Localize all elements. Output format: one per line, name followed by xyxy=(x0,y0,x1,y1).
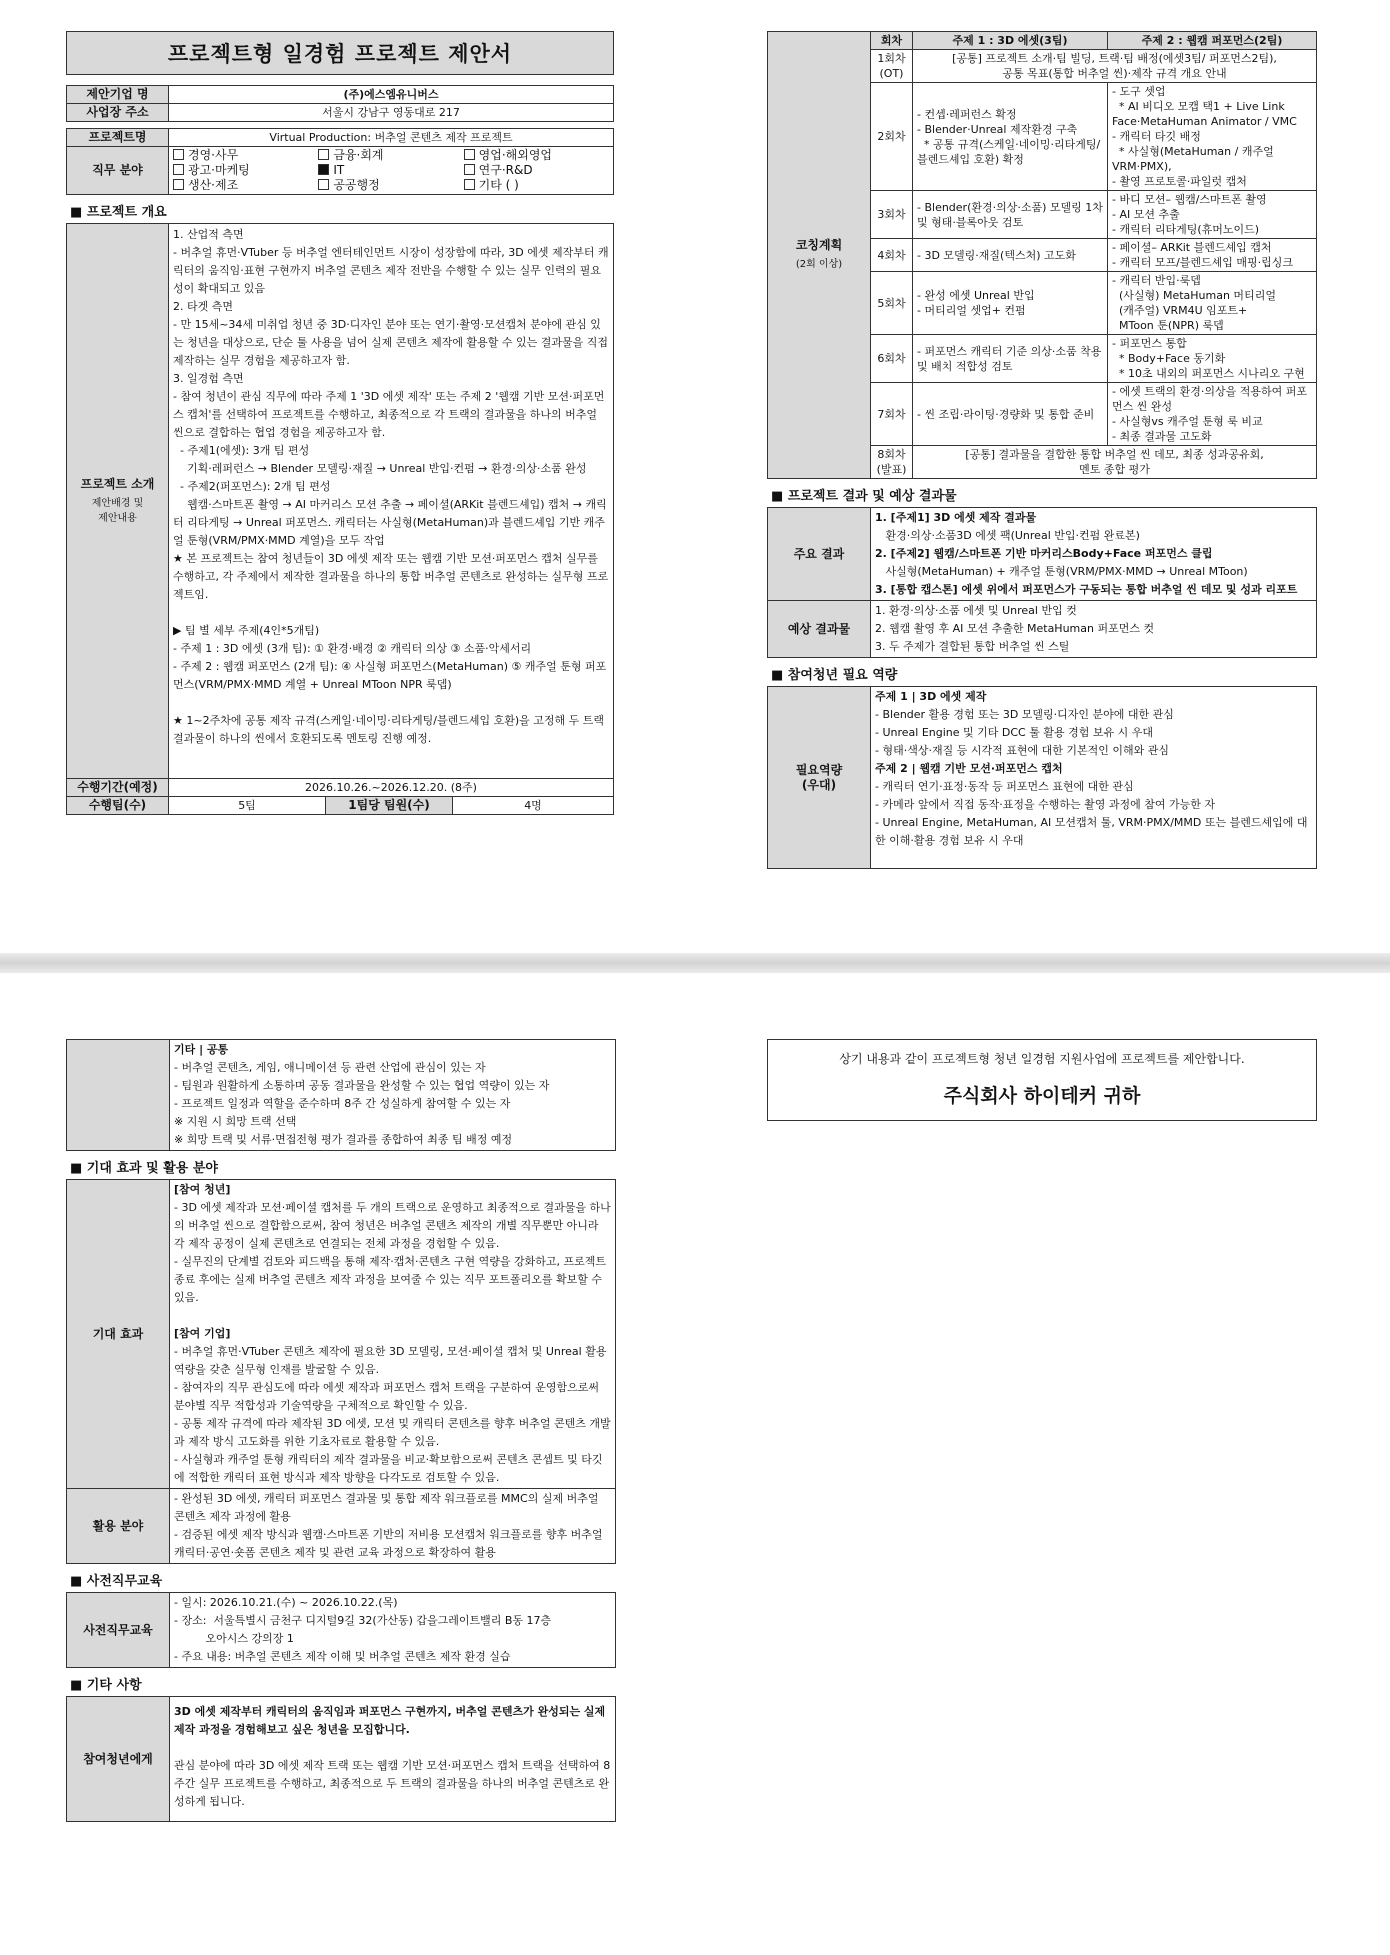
coaching-round: 5회차 xyxy=(871,272,913,335)
pretraining-item: - 주요 내용: 버추얼 콘텐츠 제작 이해 및 버추얼 콘텐츠 제작 환경 실습 xyxy=(174,1650,511,1663)
proposal-form-page2 xyxy=(66,1039,616,1822)
job-field-checklist xyxy=(173,148,609,193)
etc-paragraph-2: 관심 분야에 따라 3D 에셋 제작 트랙 또는 웹캠 기반 모션·퍼포먼스 캡처 트랙을 선택하여 8주간 실무 프로젝트를 수행하고, 최종적으로 두 트랙의 결과물을 하나의 버추얼 콘텐츠로 완성하게 됩니다. xyxy=(174,1759,611,1808)
checkbox-icon xyxy=(173,149,184,160)
overview-table xyxy=(66,223,614,815)
company-effect-item: - 사실형과 캐주얼 툰형 캐릭터의 제작 결과물을 비교·확보함으로써 콘텐츠 콘셉트 및 타깃에 적합한 캐릭터 표현 방식과 제작 방향을 다각도로 검토할 수 있음. xyxy=(174,1453,603,1484)
teams-value: 5팀 xyxy=(169,797,326,815)
proposal-form-right xyxy=(767,31,1317,869)
common-requirement-item: ※ 지원 시 희망 트랙 선택 xyxy=(174,1115,297,1128)
overview-line: 2. 타겟 측면 xyxy=(173,300,233,313)
job-field-option-label: 기타 ( ) xyxy=(478,178,519,192)
overview-line: - 주제2(퍼포먼스): 2개 팀 편성 xyxy=(173,480,331,493)
project-name-value: Virtual Production: 버추얼 콘텐츠 제작 프로젝트 xyxy=(169,129,614,147)
coaching-track2-content: - 퍼포먼스 통합 * Body+Face 동기화 * 10초 내외의 퍼포먼스 시나리오 구현 xyxy=(1108,335,1317,383)
competency-item: - Unreal Engine, MetaHuman, AI 모션캡처 툴, VRM·PMX/MMD 또는 블렌드셰입에 대한 이해·활용 경험 보유 시 우대 xyxy=(875,816,1308,847)
checkbox-icon xyxy=(318,164,329,175)
overview-line: - 버추얼 휴먼·VTuber 등 버추얼 엔터테인먼트 시장이 성장함에 따라, 3D 에셋 제작부터 캐릭터의 움직임·표현 구현까지 버추얼 콘텐츠 제작 전반을 수행할 수 있는 실무 인력의 필요성이 확대되고 있음 xyxy=(173,246,609,295)
job-field-option-label: 연구·R&D xyxy=(478,163,533,177)
competency-item: - 카메라 앞에서 직접 동작·표정을 수행하는 촬영 과정에 참여 가능한 자 xyxy=(875,798,1215,811)
proposal-form-main xyxy=(66,31,614,815)
main-result-title: 3. [통합 캡스톤] 에셋 위에서 퍼포먼스가 구동되는 통합 버추얼 씬 데모 및 성과 리포트 xyxy=(875,583,1298,596)
job-field-option-label: 공공행정 xyxy=(333,178,380,192)
competency-label: 필요역량 (우대) xyxy=(768,687,871,869)
overview-line: 웹캠·스마트폰 촬영 → AI 마커리스 모션 추출 → 페이셜(ARKit 블렌드셰입) 캡처 → 캐릭터 리타게팅 → Unreal 퍼포먼스. 캐릭터는 사실형(MetaHuman)과 블렌드셰입 기반 캐주얼 툰형(VRM/PMX·MMD 계열)을 모두 작업 xyxy=(173,498,607,547)
closing-statement: 상기 내용과 같이 프로젝트형 청년 일경험 지원사업에 프로젝트를 제안합니다. xyxy=(839,1052,1245,1066)
project-info-table xyxy=(66,128,614,195)
etc-paragraph-1: 3D 에셋 제작부터 캐릭터의 움직임과 퍼포먼스 구현까지, 버추얼 콘텐츠가 완성되는 실제 제작 과정을 경험해보고 싶은 청년을 모집합니다. xyxy=(174,1705,610,1736)
checkbox-icon xyxy=(173,164,184,175)
coaching-track1-content: - 완성 에셋 Unreal 반입 - 머티리얼 셋업+ 컨펌 xyxy=(913,272,1108,335)
track2-title: 주제 2 | 웹캠 기반 모션·퍼포먼스 캡처 xyxy=(875,762,1063,775)
overview-line: - 만 15세~34세 미취업 청년 중 3D·디자인 분야 또는 연기·촬영·모션캡처 분야에 관심 있는 청년을 대상으로, 단순 툴 사용을 넘어 실제 콘텐츠 제작에 활용할 수 있는 결과물을 직접 제작하는 실무 경험을 제공하고자 함. xyxy=(173,318,612,367)
overview-line: 기획·레퍼런스 → Blender 모델링·재질 → Unreal 반입·컨펌 → 환경·의상·소품 완성 xyxy=(173,462,587,475)
usage-item: - 검증된 에셋 제작 방식과 웹캠·스마트폰 기반의 저비용 모션캡처 워크플로를 향후 버추얼 캐릭터·공연·숏폼 콘텐츠 제작 및 관련 교육 과정으로 확장하여 활용 xyxy=(174,1528,606,1559)
company-label: 제안기업 명 xyxy=(67,86,169,104)
coaching-track1-content: - Blender(환경·의상·소품) 모델링 1차 및 형태·블록아웃 검토 xyxy=(913,191,1108,239)
page-separator xyxy=(0,953,1390,973)
overview-line: 3. 일경험 측면 xyxy=(173,372,244,385)
competency-item: - Unreal Engine 및 기타 DCC 툴 활용 경험 보유 시 우대 xyxy=(875,726,1153,739)
coaching-track2-content: - 바디 모션– 웹캠/스마트폰 촬영 - AI 모션 추출 - 캐릭터 리타게팅(휴머노이드) xyxy=(1108,191,1317,239)
checkbox-icon xyxy=(318,179,329,190)
coaching-round: 3회차 xyxy=(871,191,913,239)
overview-line: ★ 본 프로젝트는 참여 청년들이 3D 에셋 제작 또는 웹캠 기반 모션·퍼포먼스 캡처 실무를 수행하고, 각 주제에서 제작한 결과물을 하나의 통합 버추얼 콘텐츠로 완성하는 실무형 프로젝트임. xyxy=(173,552,609,601)
coaching-track2-content: - 에셋 트랙의 환경·의상을 적용하여 퍼포먼스 씬 완성 - 사실형vs 캐주얼 툰형 룩 비교 - 최종 결과물 고도화 xyxy=(1108,383,1317,446)
effects-label: 기대 효과 xyxy=(67,1180,170,1489)
company-effects-title: [참여 기업] xyxy=(174,1327,231,1340)
etc-table xyxy=(66,1696,616,1822)
coaching-label-text: 코칭계획 xyxy=(795,238,843,252)
period-value: 2026.10.26.~2026.12.20. (8주) xyxy=(169,779,614,797)
main-result-title: 1. [주제1] 3D 에셋 제작 결과물 xyxy=(875,511,1037,524)
job-field-option xyxy=(464,148,609,163)
coaching-sublabel: (2회 이상) xyxy=(795,259,843,270)
company-value: (주)에스엠유니버스 xyxy=(169,86,614,104)
checkbox-icon xyxy=(173,179,184,190)
etc-label: 참여청년에게 xyxy=(67,1697,170,1822)
usage-item: - 완성된 3D 에셋, 캐릭터 퍼포먼스 결과물 및 통합 제작 워크플로를 MMC의 실제 버추얼 콘텐츠 제작 과정에 활용 xyxy=(174,1492,602,1523)
coaching-header: 주제 1 : 3D 에셋(3팀) xyxy=(913,32,1108,50)
coaching-round: 7회차 xyxy=(871,383,913,446)
job-field-option xyxy=(173,163,318,178)
job-field-option-label: 생산·제조 xyxy=(188,178,239,192)
overview-line: ★ 1~2주차에 공통 제작 규격(스케일·네이밍·리타게팅/블렌드셰입 호환)을 고정해 두 트랙 결과물이 하나의 씬에서 호환되도록 멘토링 진행 예정. xyxy=(173,714,608,745)
job-field-option xyxy=(464,163,609,178)
overview-line: - 주제1(에셋): 3개 팀 편성 xyxy=(173,444,310,457)
company-effect-item: - 참여자의 직무 관심도에 따라 에셋 제작과 퍼포먼스 캡처 트랙을 구분하여 운영함으로써 분야별 직무 적합성과 기술역량을 구체적으로 확인할 수 있음. xyxy=(174,1381,603,1412)
common-requirements xyxy=(170,1040,616,1151)
coaching-track1-content: - 컨셉·레퍼런스 확정 - Blender·Unreal 제작환경 구축 * 공통 규격(스케일·네이밍·리타게팅/블렌드셰입 호환) 확정 xyxy=(913,83,1108,191)
etc-content xyxy=(170,1697,616,1822)
job-field-option-label: 경영·사무 xyxy=(188,148,239,162)
expected-result-item: 1. 환경·의상·소품 에셋 및 Unreal 반입 컷 xyxy=(875,604,1077,617)
job-field-option xyxy=(318,148,463,163)
common-requirement-item: - 버추얼 콘텐츠, 게임, 애니메이션 등 관련 산업에 관심이 있는 자 xyxy=(174,1061,486,1074)
coaching-track1-content: - 씬 조립·라이팅·경량화 및 통합 준비 xyxy=(913,383,1108,446)
period-label: 수행기간(예정) xyxy=(67,779,169,797)
etc-heading: ■ 기타 사항 xyxy=(70,1678,142,1693)
competency-content xyxy=(871,687,1317,869)
pretraining-label: 사전직무교육 xyxy=(67,1593,170,1668)
overview-line: ▶ 팀 별 세부 주제(4인*5개팀) xyxy=(173,624,320,637)
coaching-track2-content: - 도구 셋업 * AI 비디오 모캡 택1 + Live Link Face·MetaHuman Animator / VMC - 캐릭터 타깃 배정 * 사실형(MetaHuman / 캐주얼VRM·PMX), - 촬영 프로토콜·파일럿 캡처 xyxy=(1108,83,1317,191)
project-name-label: 프로젝트명 xyxy=(67,129,169,147)
coaching-round: 4회차 xyxy=(871,239,913,272)
pretraining-item: - 일시: 2026.10.21.(수) ~ 2026.10.22.(목) xyxy=(174,1596,398,1609)
checkbox-icon xyxy=(464,149,475,160)
expected-result-item: 3. 두 주제가 결합된 통합 버추얼 씬 스틸 xyxy=(875,640,1070,653)
main-results xyxy=(871,508,1317,601)
members-label: 1팀당 팀원(수) xyxy=(326,797,453,815)
teams-label: 수행팀(수) xyxy=(67,797,169,815)
overview-line xyxy=(173,694,609,712)
overview-line: 1. 산업적 측면 xyxy=(173,228,244,241)
coaching-round: 2회차 xyxy=(871,83,913,191)
coaching-label xyxy=(768,32,871,479)
overview-line: - 주제 2 : 웹캠 퍼포먼스 (2개 팀): ④ 사실형 퍼포먼스(MetaHuman) ⑤ 캐주얼 툰형 퍼포먼스(VRM/PMX·MMD 계열 + Unreal MToon NPR 룩뎁) xyxy=(173,660,607,691)
main-result-title: 2. [주제2] 웹캠/스마트폰 기반 마커리스Body+Face 퍼포먼스 클립 xyxy=(875,547,1213,560)
main-result-desc: 환경·의상·소품3D 에셋 팩(Unreal 반입·컨펌 완료본) xyxy=(875,529,1140,542)
overview-label: 프로젝트 소개 제안배경 및 제안내용 xyxy=(67,224,169,779)
members-value: 4명 xyxy=(453,797,614,815)
competency-item: - Blender 활용 경험 또는 3D 모델링·디자인 분야에 대한 관심 xyxy=(875,708,1174,721)
main-result-desc: 사실형(MetaHuman) + 캐주얼 툰형(VRM/PMX·MMD → Unreal MToon) xyxy=(875,565,1248,578)
expected-result-item: 2. 웹캠 촬영 후 AI 모션 추출한 MetaHuman 퍼포먼스 컷 xyxy=(875,622,1155,635)
pretraining-table xyxy=(66,1592,616,1668)
address-value: 서울시 강남구 영동대로 217 xyxy=(169,104,614,122)
coaching-round: 8회차 (발표) xyxy=(871,446,913,479)
results-table xyxy=(767,507,1317,658)
job-field-option xyxy=(173,148,318,163)
company-effect-item: - 공통 제작 규격에 따라 제작된 3D 에셋, 모션 및 캐릭터 콘텐츠를 향후 버추얼 콘텐츠 개발과 제작 방식 고도화를 위한 기초자료로 활용할 수 있음. xyxy=(174,1417,611,1448)
job-field-option xyxy=(318,178,463,193)
job-field-option xyxy=(318,163,463,178)
common-requirements-label-cell xyxy=(67,1040,170,1151)
address-label: 사업장 주소 xyxy=(67,104,169,122)
youth-effects-title: [참여 청년] xyxy=(174,1183,231,1196)
checkbox-icon xyxy=(464,164,475,175)
closing-box xyxy=(767,1039,1317,1121)
job-field-option-label: 영업·해외영업 xyxy=(478,148,553,162)
pretraining-item: - 장소: 서울특별시 금천구 디지털9길 32(가산동) 갑을그레이트밸리 B동 17층 오아시스 강의장 1 xyxy=(174,1614,552,1645)
effects-table xyxy=(66,1179,616,1564)
overview-line xyxy=(173,604,609,622)
effects-heading: ■ 기대 효과 및 활용 분야 xyxy=(70,1161,218,1176)
common-requirement-item: - 팀원과 원활하게 소통하며 공동 결과물을 완성할 수 있는 협업 역량이 있는 자 xyxy=(174,1079,550,1092)
overview-line: - 참여 청년이 관심 직무에 따라 주제 1 '3D 에셋 제작' 또는 주제 2 '웹캠 기반 모션·퍼포먼스 캡처'를 선택하여 프로젝트를 수행하고, 최종적으로 각 트랙의 결과물을 하나의 버추얼 씬으로 결합하는 협업 경험을 제공하고자 함. xyxy=(173,390,605,439)
overview-sublabel: 제안배경 및 제안내용 xyxy=(91,497,144,524)
company-info-table xyxy=(66,85,614,122)
coaching-round: 6회차 xyxy=(871,335,913,383)
competency-item: - 형태·색상·재질 등 시각적 표현에 대한 기본적인 이해와 관심 xyxy=(875,744,1169,757)
coaching-table xyxy=(767,31,1317,479)
coaching-track1-content: - 3D 모델링·재질(텍스처) 고도화 xyxy=(913,239,1108,272)
expected-results-label: 예상 결과물 xyxy=(768,601,871,658)
job-field-option-label: 광고·마케팅 xyxy=(188,163,250,177)
track1-title: 주제 1 | 3D 에셋 제작 xyxy=(875,690,987,703)
usage-label: 활용 분야 xyxy=(67,1489,170,1564)
closing-addressee: 주식회사 하이테커 귀하 xyxy=(943,1085,1141,1107)
overview-heading: ■ 프로젝트 개요 xyxy=(70,205,167,220)
coaching-header: 주제 2 : 웹캠 퍼포먼스(2팀) xyxy=(1108,32,1317,50)
usage-content xyxy=(170,1489,616,1564)
overview-content xyxy=(169,224,614,779)
youth-effect-item: - 3D 에셋 제작과 모션·페이셜 캡처를 두 개의 트랙으로 운영하고 최종적으로 결과물을 하나의 버추얼 씬으로 결합함으로써, 참여 청년은 버추얼 콘텐츠 제작의 개별 직무뿐만 아니라 각 제작 공정이 실제 콘텐츠로 연결되는 전체 과정을 경험할 수 있음. xyxy=(174,1201,611,1250)
checkbox-icon xyxy=(464,179,475,190)
job-field-label: 직무 분야 xyxy=(67,147,169,195)
common-requirement-item: - 프로젝트 일정과 역할을 준수하며 8주 간 성실하게 참여할 수 있는 자 xyxy=(174,1097,511,1110)
coaching-track2-content: - 페이셜– ARKit 블렌드셰입 캡처 - 캐릭터 모프/블렌드셰입 매핑·립싱크 xyxy=(1108,239,1317,272)
expected-results xyxy=(871,601,1317,658)
document-title: 프로젝트형 일경험 프로젝트 제안서 xyxy=(66,31,614,75)
competency-table xyxy=(767,686,1317,869)
coaching-track1-content: - 퍼포먼스 캐릭터 기준 의상·소품 착용 및 배치 적합성 검토 xyxy=(913,335,1108,383)
overview-line: - 주제 1 : 3D 에셋 (3개 팀): ① 환경·배경 ② 캐릭터 의상 ③ 소품·악세서리 xyxy=(173,642,532,655)
competency-item: - 캐릭터 연기·표정·동작 등 퍼포먼스 표현에 대한 관심 xyxy=(875,780,1134,793)
job-field-option-label: 금융·회계 xyxy=(333,148,384,162)
job-field-option xyxy=(173,178,318,193)
job-field-option xyxy=(464,178,609,193)
checkbox-icon xyxy=(318,149,329,160)
competency-heading: ■ 참여청년 필요 역량 xyxy=(771,668,898,683)
coaching-track2-content: - 캐릭터 반입·룩뎁 (사실형) MetaHuman 머티리얼 (캐주얼) VRM4U 임포트+ MToon 툰(NPR) 룩뎁 xyxy=(1108,272,1317,335)
common-title: 기타 | 공통 xyxy=(174,1043,229,1056)
job-field-option-label: IT xyxy=(333,163,345,177)
pretraining-content xyxy=(170,1593,616,1668)
coaching-common-content: [공통] 결과물을 결합한 통합 버추얼 씬 데모, 최종 성과공유회, 멘토 종합 평가 xyxy=(913,446,1317,479)
youth-effect-item: - 실무진의 단계별 검토와 피드백을 통해 제작·캡처·콘텐츠 구현 역량을 강화하고, 프로젝트 종료 후에는 실제 버추얼 콘텐츠 제작 과정을 보여줄 수 있는 직무 포트폴리오를 확보할 수 있음. xyxy=(174,1255,610,1304)
results-heading: ■ 프로젝트 결과 및 예상 결과물 xyxy=(771,489,957,504)
coaching-common-content: [공통] 프로젝트 소개·팀 빌딩, 트랙·팀 배정(에셋3팀/ 퍼포먼스2팀), 공통 목표(통합 버추얼 씬)·제작 규격 개요 안내 xyxy=(913,50,1317,83)
coaching-header: 회차 xyxy=(871,32,913,50)
coaching-round: 1회차 (OT) xyxy=(871,50,913,83)
effects-content xyxy=(170,1180,616,1489)
pretraining-heading: ■ 사전직무교육 xyxy=(70,1574,163,1589)
common-requirement-item: ※ 희망 트랙 및 서류·면접전형 평가 결과를 종합하여 최종 팀 배정 예정 xyxy=(174,1133,513,1146)
company-effect-item: - 버추얼 휴먼·VTuber 콘텐츠 제작에 필요한 3D 모델링, 모션·페이셜 캡처 및 Unreal 활용 역량을 갖춘 실무형 인재를 발굴할 수 있음. xyxy=(174,1345,610,1376)
main-results-label: 주요 결과 xyxy=(768,508,871,601)
common-requirements-table xyxy=(66,1039,616,1151)
